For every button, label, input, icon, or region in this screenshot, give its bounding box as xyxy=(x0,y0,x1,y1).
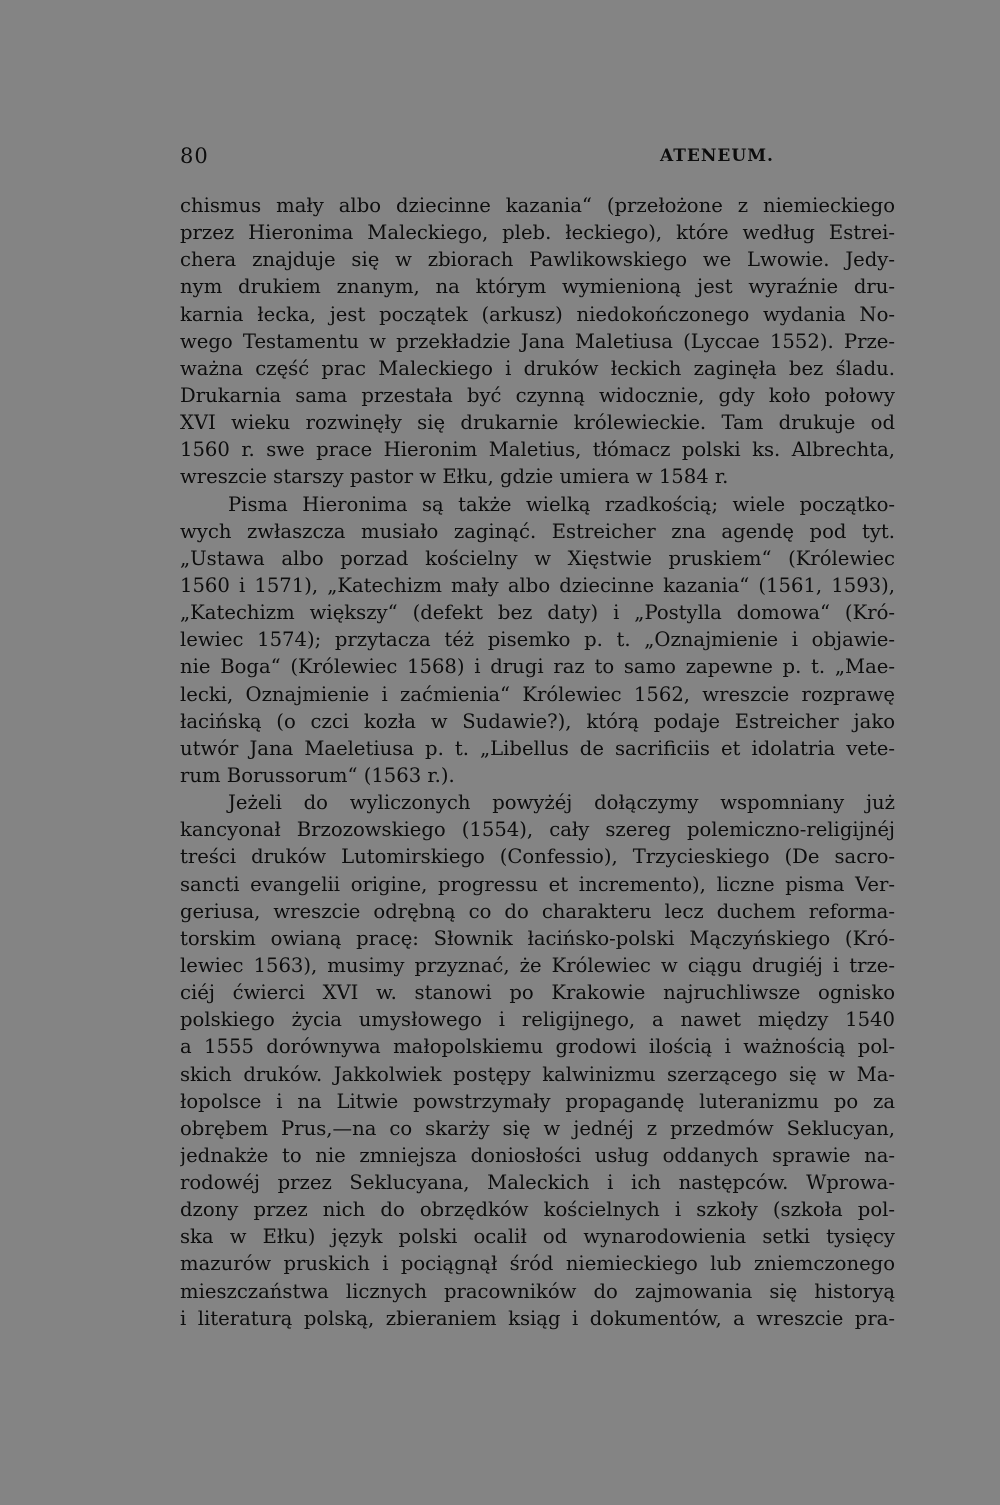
text-line: łacińską (o czci kozła w Sudawie?), którą podaje Estreicher jako xyxy=(180,709,895,733)
text-line: chera znajduje się w zbiorach Pawlikowskiego we Lwowie. Jedy- xyxy=(180,248,895,272)
text-line: treści druków Lutomirskiego (Confessio), Trzycieskiego (De sacro- xyxy=(180,845,895,869)
text-line: „Ustawa albo porzad kościelny w Xięstwie pruskiem“ (Królewiec xyxy=(180,546,895,570)
text-line: obrębem Prus,—na co skarży się w jednéj z przedmów Seklucyan, xyxy=(180,1116,895,1140)
text-line: dzony przez nich do obrzędków kościelnych i szkoły (szkoła pol- xyxy=(180,1198,895,1222)
page-number: 80 xyxy=(180,144,209,168)
text-line: jednakże to nie zmniejsza doniosłości usług oddanych sprawie na- xyxy=(180,1143,895,1167)
text-line: mazurów pruskich i pociągnął śród niemieckiego lub zniemczonego xyxy=(180,1252,895,1276)
text-line: łopolsce i na Litwie powstrzymały propagandę luteranizmu po za xyxy=(180,1089,895,1113)
text-line: „Katechizm większy“ (defekt bez daty) i „Postylla domowa“ (Kró- xyxy=(180,601,895,625)
text-line: a 1555 dorównywa małopolskiemu grodowi ilością i ważnością pol- xyxy=(180,1035,895,1059)
text-line: XVI wieku rozwinęły się drukarnie królewieckie. Tam drukuje od xyxy=(180,411,895,435)
text-line: i literaturą polską, zbieraniem ksiąg i dokumentów, a wreszcie pra- xyxy=(180,1306,895,1330)
text-line: polskiego życia umysłowego i religijnego, a nawet między 1540 xyxy=(180,1008,895,1032)
text-line: lewiec 1574); przytacza téż pisemko p. t. „Oznajmienie i objawie- xyxy=(180,628,895,652)
text-line: ska w Ełku) język polski ocalił od wynarodowienia setki tysięcy xyxy=(180,1225,895,1249)
text-line: geriusa, wreszcie odrębną co do charakteru lecz duchem reforma- xyxy=(180,899,895,923)
text-line: skich druków. Jakkolwiek postępy kalwinizmu szerzącego się w Ma- xyxy=(180,1062,895,1086)
body-text xyxy=(180,192,895,1332)
text-line: rodowéj przez Seklucyana, Maleckich i ich następców. Wprowa- xyxy=(180,1171,895,1195)
text-line: kancyonał Brzozowskiego (1554), cały szereg polemiczno-religijnéj xyxy=(180,818,895,842)
text-line: Pisma Hieronima są także wielką rzadkością; wiele początko- xyxy=(228,492,895,516)
text-line: wych zwłaszcza musiało zaginąć. Estreicher zna agendę pod tyt. xyxy=(180,519,895,543)
text-line: ważna część prac Maleckiego i druków łeckich zaginęła bez śladu. xyxy=(180,356,895,380)
text-line: chismus mały albo dziecinne kazania“ (przełożone z niemieckiego xyxy=(180,194,895,217)
text-line: karnia łecka, jest początek (arkusz) niedokończonego wydania No- xyxy=(180,302,895,326)
text-line: mieszczaństwa licznych pracowników do zajmowania się historyą xyxy=(180,1279,895,1303)
text-line: wego Testamentu w przekładzie Jana Maletiusa (Lyccae 1552). Prze- xyxy=(180,329,895,353)
text-line: wreszcie starszy pastor w Ełku, gdzie umiera w 1584 r. xyxy=(180,465,729,489)
text-line: Jeżeli do wyliczonych powyżéj dołączymy wspomniany już xyxy=(228,791,895,815)
text-line: torskim owianą pracę: Słownik łacińsko-polski Mączyńskiego (Kró- xyxy=(180,926,895,950)
text-line: Drukarnia sama przestała być czynną widocznie, gdy koło połowy xyxy=(180,383,895,407)
text-line: przez Hieronima Maleckiego, pleb. łeckiego), które według Estrei- xyxy=(180,221,895,245)
page-header xyxy=(180,144,895,174)
text-line: nie Boga“ (Królewiec 1568) i drugi raz to samo zapewne p. t. „Mae- xyxy=(180,655,895,679)
text-line: sancti evangelii origine, progressu et incremento), liczne pisma Ver- xyxy=(180,872,895,896)
running-head: ATENEUM. xyxy=(660,146,774,166)
paragraph xyxy=(180,789,895,1332)
text-line: 1560 r. swe prace Hieronim Maletius, tłómacz polski ks. Albrechta, xyxy=(180,438,895,462)
text-line: utwór Jana Maeletiusa p. t. „Libellus de sacrificiis et idolatria vete- xyxy=(180,736,895,760)
paragraph xyxy=(180,491,895,790)
text-line: rum Borussorum“ (1563 r.). xyxy=(180,763,455,787)
text-line: lewiec 1563), musimy przyznać, że Królewiec w ciągu drugiéj i trze- xyxy=(180,953,895,977)
text-line: lecki, Oznajmienie i zaćmienia“ Królewiec 1562, wreszcie rozprawę xyxy=(180,682,895,706)
text-line: nym drukiem znanym, na którym wymienioną jest wyraźnie dru- xyxy=(180,275,895,299)
paragraph xyxy=(180,192,895,491)
text-line: ciéj ćwierci XVI w. stanowi po Krakowie najruchliwsze ognisko xyxy=(180,981,895,1005)
text-line: 1560 i 1571), „Katechizm mały albo dziecinne kazania“ (1561, 1593), xyxy=(180,573,895,597)
